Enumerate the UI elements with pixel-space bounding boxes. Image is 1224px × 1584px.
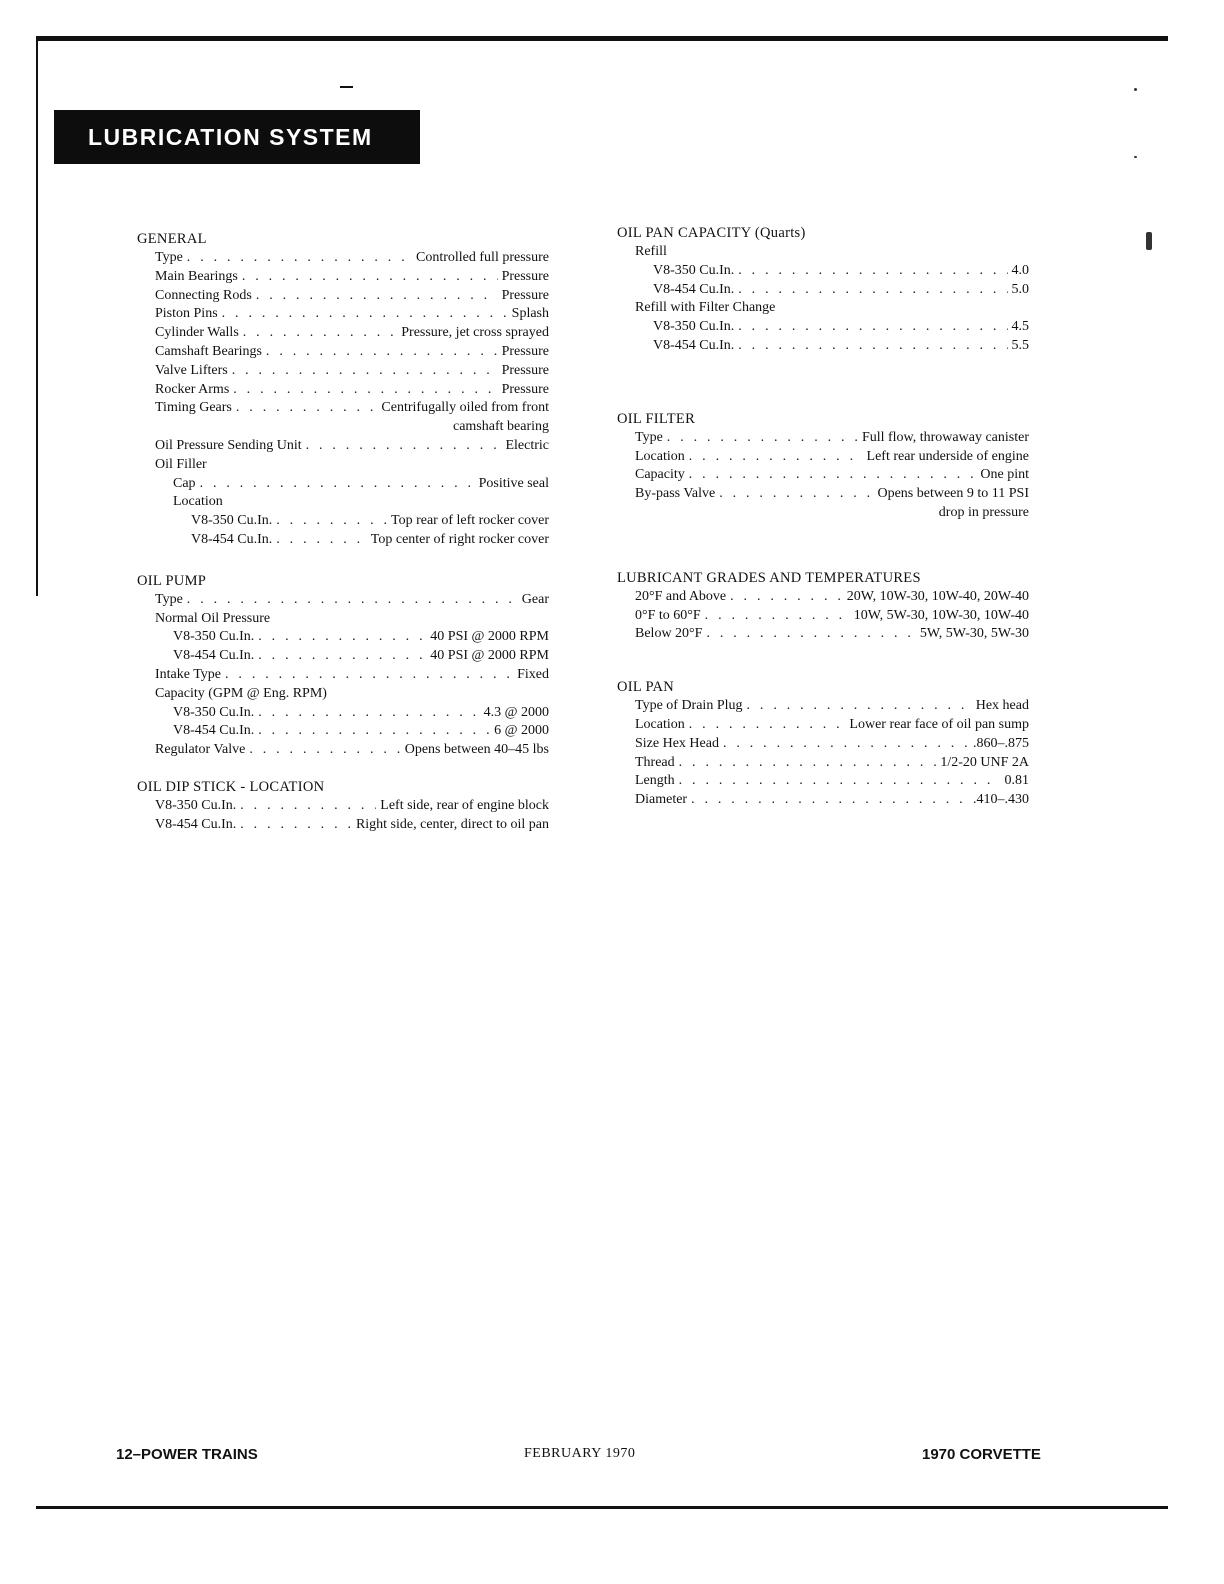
section-title: OIL FILTER <box>617 410 696 427</box>
spec-row <box>137 399 549 418</box>
spec-row <box>617 791 1029 810</box>
spec-label: Type <box>155 250 183 265</box>
spec-value: Lower rear face of oil pan sump <box>849 716 1029 732</box>
spec-value: 10W, 5W-30, 10W-30, 10W-40 <box>853 607 1029 623</box>
spec-row <box>137 249 549 268</box>
section-oil-dip-stick <box>137 778 549 835</box>
spec-value: 40 PSI @ 2000 RPM <box>430 629 549 645</box>
section-oil-filter <box>617 410 1029 523</box>
spec-row <box>617 281 1029 300</box>
spec-value-continuation: drop in pressure <box>938 504 1029 520</box>
dot-leader <box>738 337 1007 356</box>
spec-row <box>617 625 1029 644</box>
section-title: LUBRICANT GRADES AND TEMPERATURES <box>617 569 921 586</box>
spec-label: V8-350 Cu.In. <box>653 319 735 335</box>
subheading: Refill with Filter Change <box>635 300 776 316</box>
section-general <box>137 230 549 550</box>
spec-label: Valve Lifters <box>155 362 228 378</box>
section-oil-pump <box>137 572 549 760</box>
spec-value: Left rear underside of engine <box>866 448 1029 464</box>
dot-leader <box>258 628 426 647</box>
spec-label: V8-454 Cu.In. <box>155 816 237 832</box>
spec-row <box>617 772 1029 791</box>
dot-leader <box>249 741 400 760</box>
spec-row <box>137 475 549 494</box>
spec-value: Pressure <box>501 381 549 397</box>
subheading: Oil Filler <box>155 456 207 472</box>
footer-section: 12–POWER TRAINS <box>116 1446 258 1463</box>
dot-leader <box>738 262 1007 281</box>
page-title: LUBRICATION SYSTEM <box>54 110 420 164</box>
spec-label: Length <box>635 773 675 789</box>
spec-label: V8-350 Cu.In. <box>653 262 735 278</box>
spec-label: Intake Type <box>155 666 222 682</box>
spec-value: Electric <box>505 437 549 453</box>
spec-value: Gear <box>521 591 549 607</box>
dot-leader <box>738 318 1007 337</box>
spec-label: Type <box>635 429 663 445</box>
dot-leader <box>276 512 387 531</box>
spec-value: 5.5 <box>1011 337 1029 353</box>
spec-value: .410–.430 <box>973 792 1029 808</box>
dot-leader <box>679 754 937 773</box>
spec-row <box>137 343 549 362</box>
dot-leader <box>258 647 426 666</box>
spec-label: Oil Pressure Sending Unit <box>155 437 302 453</box>
dot-leader <box>258 704 479 723</box>
section-title: OIL PAN CAPACITY (Quarts) <box>617 225 806 241</box>
scan-speck <box>1146 232 1152 250</box>
spec-label: V8-350 Cu.In. <box>191 513 273 529</box>
spec-row <box>137 666 549 685</box>
section-oil-pan-capacity <box>617 224 1029 356</box>
spec-value: 5W, 5W-30, 5W-30 <box>919 626 1029 642</box>
spec-row <box>137 816 549 835</box>
spec-row <box>137 531 549 550</box>
section-title: OIL PUMP <box>137 572 207 589</box>
spec-row <box>617 318 1029 337</box>
dot-leader <box>256 287 498 306</box>
footer-model: 1970 CORVETTE <box>922 1446 1041 1463</box>
dot-leader <box>706 625 915 644</box>
dot-leader <box>719 485 873 504</box>
scan-speck <box>1134 88 1137 91</box>
right-column <box>617 224 1029 830</box>
spec-row <box>617 466 1029 485</box>
dot-leader <box>243 324 397 343</box>
dot-leader <box>667 429 858 448</box>
left-column <box>137 230 549 855</box>
spec-value: Positive seal <box>478 475 549 491</box>
spec-label: Size Hex Head <box>635 735 719 751</box>
spec-label: Connecting Rods <box>155 287 252 303</box>
spec-value: Controlled full pressure <box>416 250 549 265</box>
spec-row <box>617 337 1029 356</box>
dot-leader <box>266 343 498 362</box>
dot-leader <box>222 305 508 324</box>
spec-row <box>617 754 1029 773</box>
spec-label: Cap <box>173 475 196 491</box>
spec-row <box>617 448 1029 467</box>
dot-leader <box>240 797 376 816</box>
subheading: Refill <box>635 244 667 259</box>
spec-label: 0°F to 60°F <box>635 607 701 623</box>
dot-leader <box>240 816 352 835</box>
spec-value-continuation: camshaft bearing <box>452 419 549 435</box>
spec-value: 20W, 10W-30, 10W-40, 20W-40 <box>846 588 1029 604</box>
spec-value: Right side, center, direct to oil pan <box>355 816 549 832</box>
dot-leader <box>232 362 498 381</box>
spec-value: 0.81 <box>1004 773 1029 789</box>
spec-row <box>617 262 1029 281</box>
scan-speck <box>1134 156 1137 158</box>
bottom-rule <box>36 1506 1168 1509</box>
spec-value: Opens between 40–45 lbs <box>404 742 549 758</box>
spec-value: Splash <box>511 306 549 322</box>
spec-row <box>137 797 549 816</box>
spec-row <box>617 735 1029 754</box>
spec-row <box>137 362 549 381</box>
spec-value: Fixed <box>517 666 549 682</box>
spec-value: 4.5 <box>1011 319 1029 335</box>
dot-leader <box>730 588 843 607</box>
dot-leader <box>738 281 1007 300</box>
dot-leader <box>242 268 498 287</box>
spec-value: Centrifugally oiled from front <box>381 400 549 416</box>
spec-value: Top rear of left rocker cover <box>391 513 549 529</box>
spec-label: 20°F and Above <box>635 588 727 604</box>
spec-label: V8-350 Cu.In. <box>173 629 255 645</box>
spec-value: Pressure <box>501 343 549 359</box>
spec-label: V8-350 Cu.In. <box>173 704 255 720</box>
dot-leader <box>187 249 412 268</box>
dot-leader <box>705 607 850 626</box>
spec-value: Hex head <box>975 698 1029 714</box>
spec-value: Pressure <box>501 287 549 303</box>
dot-leader <box>306 437 502 456</box>
spec-label: Piston Pins <box>155 306 218 322</box>
dot-leader <box>747 697 972 716</box>
spec-row <box>617 588 1029 607</box>
spec-row <box>137 381 549 400</box>
spec-row <box>137 741 549 760</box>
spec-value: Top center of right rocker cover <box>370 531 549 547</box>
spec-label: Thread <box>635 754 675 770</box>
spec-row <box>137 287 549 306</box>
spec-label: Type <box>155 591 183 607</box>
spec-value: Left side, rear of engine block <box>380 797 549 813</box>
spec-label: Location <box>635 448 685 464</box>
dot-leader <box>691 791 969 810</box>
spec-value: Pressure <box>501 268 549 284</box>
spec-row <box>137 628 549 647</box>
spec-row <box>137 512 549 531</box>
spec-row <box>137 268 549 287</box>
dot-leader <box>276 531 367 550</box>
dot-leader <box>236 399 378 418</box>
spec-row <box>137 647 549 666</box>
dot-leader <box>200 475 475 494</box>
spec-value: 40 PSI @ 2000 RPM <box>430 648 549 664</box>
spec-label: Main Bearings <box>155 268 238 284</box>
top-rule <box>36 36 1168 41</box>
spec-value: Pressure <box>501 362 549 378</box>
subheading: Normal Oil Pressure <box>155 610 271 626</box>
left-rule <box>36 36 38 596</box>
subheading: Location <box>173 494 223 510</box>
spec-value: Opens between 9 to 11 PSI <box>877 486 1029 502</box>
spec-label: Location <box>635 716 685 732</box>
spec-row <box>617 716 1029 735</box>
spec-value: Pressure, jet cross sprayed <box>401 325 549 341</box>
spec-row <box>137 704 549 723</box>
spec-label: V8-454 Cu.In. <box>173 648 255 664</box>
section-title: GENERAL <box>137 231 207 247</box>
spec-label: Camshaft Bearings <box>155 343 262 359</box>
spec-label: V8-454 Cu.In. <box>653 281 735 297</box>
dot-leader <box>225 666 513 685</box>
footer-date: FEBRUARY 1970 <box>524 1446 636 1461</box>
dot-leader <box>679 772 1001 791</box>
spec-label: V8-350 Cu.In. <box>155 797 237 813</box>
spec-label: V8-454 Cu.In. <box>173 723 255 739</box>
section-title: OIL DIP STICK - LOCATION <box>137 778 325 795</box>
dot-leader <box>258 722 490 741</box>
spec-value: Full flow, throwaway canister <box>861 429 1029 445</box>
spec-row <box>137 722 549 741</box>
spec-label: Cylinder Walls <box>155 325 239 341</box>
spec-value: 5.0 <box>1011 281 1029 297</box>
spec-value: .860–.875 <box>973 735 1029 751</box>
dot-leader <box>689 466 977 485</box>
dot-leader <box>233 381 497 400</box>
spec-value: One pint <box>980 467 1029 483</box>
dot-leader <box>689 448 863 467</box>
dot-leader <box>187 591 518 610</box>
spec-label: Timing Gears <box>155 400 232 416</box>
spec-value: 4.3 @ 2000 <box>483 704 549 720</box>
spec-label: V8-454 Cu.In. <box>191 531 273 547</box>
dot-leader <box>723 735 969 754</box>
scan-mark <box>340 86 353 88</box>
section-title: OIL PAN <box>617 679 675 696</box>
spec-label: Below 20°F <box>635 626 703 642</box>
section-oil-pan <box>617 678 1029 810</box>
spec-label: Regulator Valve <box>155 742 246 758</box>
spec-label: V8-454 Cu.In. <box>653 337 735 353</box>
spec-row <box>137 324 549 343</box>
spec-row <box>617 607 1029 626</box>
dot-leader <box>689 716 846 735</box>
subheading: Capacity (GPM @ Eng. RPM) <box>155 685 327 701</box>
spec-label: Rocker Arms <box>155 381 230 397</box>
spec-value: 4.0 <box>1011 262 1029 278</box>
spec-row <box>617 429 1029 448</box>
spec-label: Capacity <box>635 467 685 483</box>
spec-label: Diameter <box>635 792 688 808</box>
spec-value: 6 @ 2000 <box>494 723 549 739</box>
spec-row <box>617 697 1029 716</box>
spec-row <box>137 437 549 456</box>
section-lubricant-grades <box>617 569 1029 644</box>
spec-row <box>137 591 549 610</box>
spec-label: Type of Drain Plug <box>635 698 743 714</box>
spec-value: 1/2-20 UNF 2A <box>940 754 1029 770</box>
spec-row <box>617 485 1029 504</box>
spec-row <box>137 305 549 324</box>
spec-label: By-pass Valve <box>635 486 716 502</box>
